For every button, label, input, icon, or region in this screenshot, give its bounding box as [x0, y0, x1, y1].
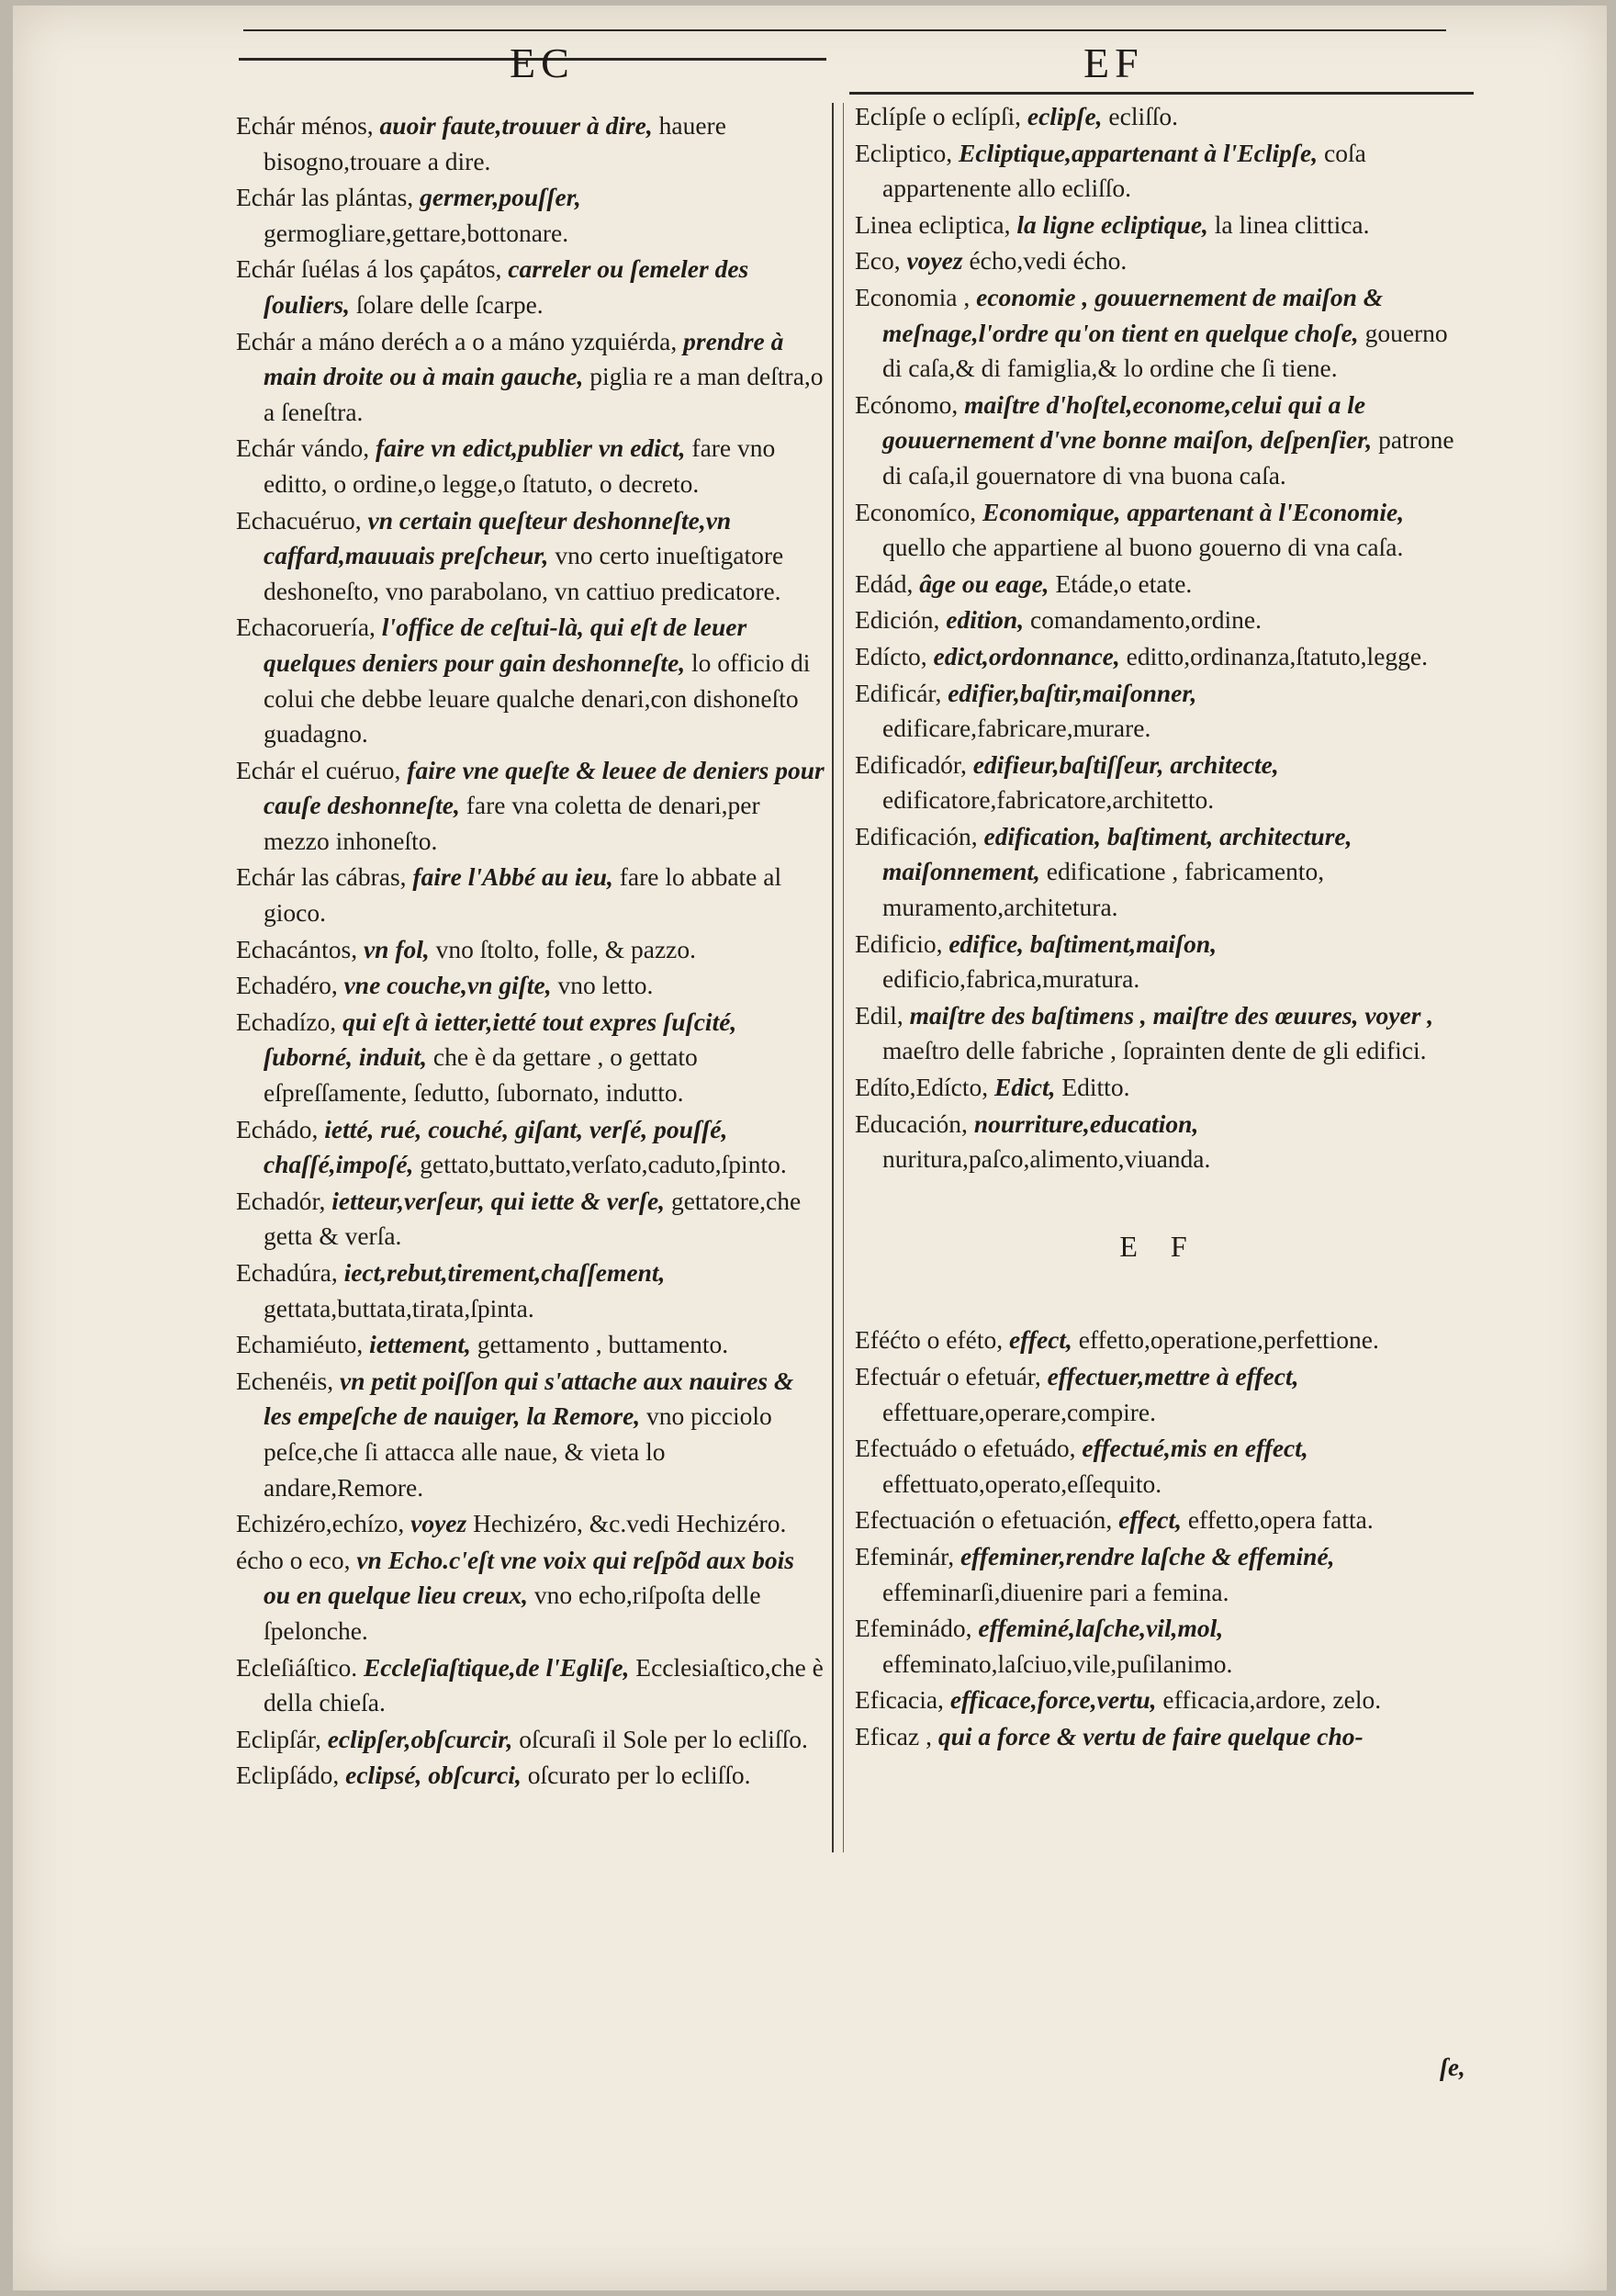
headword: Echamiéuto,	[236, 1330, 364, 1359]
italian-gloss: fare vna coletta de denari,per mezzo inhoneſto.	[264, 791, 760, 855]
dictionary-entry	[855, 602, 1464, 638]
dictionary-entry	[236, 610, 826, 751]
dictionary-entry	[855, 1503, 1464, 1538]
french-gloss: vne couche,vn giſte,	[343, 971, 552, 1000]
italian-gloss: oſcuraſi il Sole per lo ecliſſo.	[519, 1724, 808, 1753]
italian-gloss: Hechizéro, &c.vedi Hechizéro.	[473, 1509, 787, 1538]
dictionary-entry	[855, 1107, 1464, 1177]
headword: Echár vándo,	[236, 433, 370, 463]
dictionary-entry	[855, 676, 1464, 747]
headword: Echádo,	[236, 1114, 319, 1143]
french-gloss: vn Echo.c'eſt vne voix qui reſpõd aux bois ou en quelque lieu creux,	[264, 1545, 794, 1610]
headword: Echenéis,	[236, 1366, 334, 1395]
italian-gloss: effettuato,operato,eſſequito.	[882, 1469, 1162, 1498]
dictionary-entry	[236, 108, 826, 179]
french-gloss: maiſtre d'hoſtel,econome,celui qui a le gouuernement d'vne bonne maiſon, deſpenſier,	[882, 389, 1373, 455]
headword: Eclipſádo,	[236, 1761, 340, 1790]
french-gloss: faire vne queſte & leuee de deniers pour cauſe deshonneſte,	[264, 755, 825, 820]
french-gloss: effeminé,laſche,vil,mol,	[978, 1614, 1224, 1643]
italian-gloss: écho,vedi écho.	[969, 246, 1128, 276]
french-gloss: prendre à main droite ou à main gauche,	[264, 326, 784, 391]
dictionary-entry	[236, 503, 826, 610]
italian-gloss: editto,ordinanza,ſtatuto,legge.	[1126, 641, 1428, 670]
dictionary-entry	[855, 1719, 1464, 1755]
french-gloss: qui eſt à ietter,ietté tout expres ſuſcité, ſuborné, induit,	[264, 1007, 737, 1072]
french-gloss: faire l'Abbé au ieu,	[412, 862, 613, 892]
french-gloss: vn fol,	[363, 934, 430, 963]
french-gloss: ietté, rué, couché, giſant, verſé, pouſſé, chaſſé,impoſé,	[264, 1114, 728, 1179]
headword: Ecleſiáſtico.	[236, 1652, 358, 1682]
italian-gloss: comandamento,ordine.	[1029, 605, 1262, 635]
italian-gloss: coſa appartenente allo ecliſſo.	[882, 138, 1366, 203]
french-gloss: efficace,force,vertu,	[949, 1685, 1157, 1715]
italian-gloss: vno letto.	[557, 971, 654, 1000]
section-heading: E F	[1119, 1229, 1200, 1263]
italian-gloss: nuritura,paſco,alimento,viuanda.	[882, 1144, 1211, 1174]
italian-gloss: Ecclesiaſtico,che è della chieſa.	[264, 1652, 824, 1717]
dictionary-entry	[236, 1722, 826, 1758]
italian-gloss: gettamento , buttamento.	[477, 1330, 729, 1359]
french-gloss: effeminer,rendre laſche & effeminé,	[960, 1541, 1335, 1570]
french-gloss: eclipſer,obſcurcir,	[327, 1724, 513, 1753]
italian-gloss: edificio,fabrica,muratura.	[882, 964, 1140, 994]
italian-gloss: hauere bisogno,trouare a dire.	[264, 111, 726, 175]
french-gloss: Edict,	[994, 1073, 1056, 1102]
french-gloss: maiſtre des baſtimens , maiſtre des œuures, voyer ,	[909, 1000, 1434, 1030]
italian-gloss: efficacia,ardore, zelo.	[1162, 1685, 1382, 1715]
dictionary-entry	[855, 208, 1464, 243]
dictionary-entry	[855, 495, 1464, 566]
italian-gloss: effetto,opera fatta.	[1187, 1505, 1374, 1535]
headword: Economíco,	[855, 497, 977, 526]
dictionary-entry	[236, 180, 826, 251]
headword: Edificio,	[855, 929, 943, 958]
headword: Echadúra,	[236, 1258, 338, 1287]
headword: Eficaz ,	[855, 1721, 932, 1750]
dictionary-entry	[855, 819, 1464, 926]
french-gloss: germer,pouſſer,	[420, 183, 581, 212]
headword: Eféćto o eféto,	[855, 1325, 1004, 1355]
dictionary-entry	[236, 1327, 826, 1363]
italian-gloss: fare lo abbate al gioco.	[264, 862, 782, 928]
headword: Efectuádo o efetuádo,	[855, 1434, 1076, 1463]
italian-gloss: oſcurato per lo ecliſſo.	[527, 1761, 751, 1790]
headword: Echár las plántas,	[236, 183, 414, 212]
headword: Echadór,	[236, 1186, 326, 1215]
headword: Efeminádo,	[855, 1614, 972, 1643]
italian-gloss: effeminato,laſciuo,vile,puſilanimo.	[882, 1649, 1233, 1678]
column-divider	[832, 103, 834, 1852]
dictionary-entry	[855, 1359, 1464, 1430]
italian-gloss: edificare,fabricare,murare.	[882, 714, 1151, 743]
header-rule-right	[849, 92, 1474, 95]
headword: Edificación,	[855, 821, 978, 850]
french-gloss: voyez	[410, 1509, 467, 1538]
dictionary-entry	[855, 99, 1464, 135]
italian-gloss: gettato,buttato,verſato,caduto,ſpinto.	[420, 1150, 787, 1179]
dictionary-entry	[855, 998, 1464, 1069]
header-right-letters: EF	[1083, 39, 1144, 86]
dictionary-entry	[236, 431, 826, 501]
french-gloss: vn certain queſteur deshonneſte,vn caffard,mauuais preſcheur,	[264, 505, 732, 570]
headword: Educación,	[855, 1109, 968, 1138]
headword: Efectuár o efetuár,	[855, 1362, 1041, 1390]
french-gloss: la ligne ecliptique,	[1016, 209, 1208, 239]
french-gloss: Ecliptique,appartenant à l'Eclipſe,	[959, 138, 1319, 167]
french-gloss: nourriture,education,	[973, 1109, 1199, 1138]
french-gloss: edict,ordonnance,	[933, 641, 1120, 670]
italian-gloss: edificatione , fabricamento, muramento,architetura.	[882, 857, 1325, 922]
headword: Echár ſuélas á los çapátos,	[236, 254, 502, 284]
headword: Edíto,Edícto,	[855, 1073, 989, 1102]
italian-gloss: lo officio di colui che debbe leuare qualche denari,con dishoneſto guadagno.	[264, 647, 811, 748]
italian-gloss: vno ſtolto, folle, & pazzo.	[435, 934, 696, 963]
headword: Ecliptico,	[855, 138, 953, 167]
french-gloss: Economique, appartenant à l'Economie,	[982, 497, 1405, 526]
italian-gloss: ſolare delle ſcarpe.	[355, 289, 544, 319]
french-gloss: auoir faute,trouuer à dire,	[379, 111, 653, 140]
dictionary-entry	[855, 243, 1464, 279]
headword: Echacoruería,	[236, 613, 376, 642]
dictionary-entry	[855, 280, 1464, 387]
italian-gloss: effetto,operatione,perfettione.	[1078, 1325, 1379, 1355]
dictionary-entry	[236, 1005, 826, 1111]
french-gloss: iettement,	[369, 1330, 471, 1359]
french-gloss: âge ou eage,	[919, 568, 1049, 598]
french-gloss: edition,	[946, 605, 1025, 635]
french-gloss: faire vn edict,publier vn edict,	[375, 433, 686, 463]
italian-gloss: gouerno di caſa,& di famiglia,& lo ordine che ſi tiene.	[882, 318, 1448, 383]
french-gloss: ietteur,verſeur, qui iette & verſe,	[331, 1186, 666, 1215]
french-gloss: l'office de ceſtui-là, qui eſt de leuer quelques deniers pour gain deshonneſte,	[264, 613, 747, 677]
headword: Echár ménos,	[236, 111, 374, 140]
right-column-bottom	[855, 1322, 1464, 1754]
dictionary-entry	[236, 1543, 826, 1649]
headword: Edificadór,	[855, 749, 967, 779]
french-gloss: carreler ou ſemeler des ſouliers,	[264, 254, 749, 319]
headword: Echár el cuéruo,	[236, 755, 401, 784]
headword: Eficacia,	[855, 1685, 944, 1715]
italian-gloss: piglia re a man deſtra,o a ſeneſtra.	[264, 362, 824, 426]
dictionary-entry	[236, 968, 826, 1004]
headword: Edificár,	[855, 678, 942, 707]
dictionary-entry	[236, 1650, 826, 1721]
left-column	[236, 108, 826, 1795]
italian-gloss: effettuare,operare,compire.	[882, 1397, 1156, 1426]
italian-gloss: quello che appartiene al buono gouerno di vna caſa.	[882, 533, 1404, 562]
dictionary-entry	[855, 1322, 1464, 1358]
dictionary-entry	[236, 1184, 826, 1255]
italian-gloss: Etáde,o etate.	[1055, 568, 1193, 598]
french-gloss: effectuer,mettre à effect,	[1047, 1362, 1299, 1390]
french-gloss: effect,	[1118, 1505, 1183, 1535]
french-gloss: qui a force & vertu de faire quelque cho-	[937, 1721, 1364, 1750]
dictionary-entry	[236, 252, 826, 322]
italian-gloss: vno echo,riſpoſta delle ſpelonche.	[264, 1581, 761, 1645]
dictionary-entry	[236, 1506, 826, 1542]
headword: Edícto,	[855, 641, 927, 670]
headword: écho o eco,	[236, 1545, 351, 1574]
dictionary-entry	[236, 860, 826, 930]
headword: Eco,	[855, 246, 901, 276]
headword: Efectuación o efetuación,	[855, 1505, 1113, 1535]
headword: Ecónomo,	[855, 389, 959, 419]
headword: Edád,	[855, 568, 914, 598]
french-gloss: edifice, baſtiment,maiſon,	[948, 929, 1218, 958]
italian-gloss: fare vno editto, o ordine,o legge,o ſtatuto, o decreto.	[264, 433, 776, 498]
italian-gloss: gettata,buttata,tirata,ſpinta.	[264, 1293, 534, 1322]
header-left-letters: EC	[510, 39, 575, 86]
italian-gloss: effeminarſi,diuenire pari a femina.	[882, 1577, 1229, 1606]
headword: Echacántos,	[236, 934, 358, 963]
italian-gloss: vno certo inueſtigatore deshoneſto, vno parabolano, vn cattiuo predicatore.	[264, 541, 784, 605]
french-gloss: economie , gouuernement de maiſon & meſnage,l'ordre qu'on tient en quelque choſe,	[882, 282, 1384, 347]
dictionary-entry	[236, 753, 826, 860]
headword: Efeminár,	[855, 1541, 955, 1570]
italian-gloss: patrone di caſa,il gouernatore di vna buona caſa.	[882, 425, 1454, 490]
french-gloss: edification, baſtiment, architecture, maiſonnement,	[882, 821, 1352, 886]
french-gloss: vn petit poiſſon qui s'attache aux nauires & les empeſche de nauiger, la Remore,	[264, 1366, 794, 1431]
dictionary-entry	[236, 1255, 826, 1326]
right-column	[855, 99, 1464, 1756]
italian-gloss: gettatore,che getta & verſa.	[264, 1186, 802, 1251]
italian-gloss: la linea clittica.	[1214, 209, 1370, 239]
italian-gloss: edificatore,fabricatore,architetto.	[882, 785, 1215, 815]
dictionary-entry	[236, 1112, 826, 1183]
french-gloss: effectué,mis en effect,	[1082, 1434, 1308, 1463]
italian-gloss: ecliſſo.	[1108, 102, 1179, 130]
dictionary-entry	[236, 324, 826, 431]
italian-gloss: vno picciolo peſce,che ſi attacca alle naue, & vieta lo andare,Remore.	[264, 1401, 772, 1502]
headword: Edición,	[855, 605, 940, 635]
dictionary-entry	[855, 567, 1464, 602]
dictionary-entry	[855, 1539, 1464, 1610]
headword: Linea ecliptica,	[855, 209, 1011, 239]
dictionary-entry	[855, 1431, 1464, 1502]
headword: Echacuéruo,	[236, 505, 362, 535]
dictionary-entry	[236, 1364, 826, 1505]
headword: Eclipſár,	[236, 1724, 321, 1753]
headword: Echár las cábras,	[236, 862, 407, 892]
top-rule	[243, 29, 1446, 31]
dictionary-entry	[855, 136, 1464, 207]
headword: Echár a máno deréch a o a máno yzquiérda,	[236, 326, 678, 355]
dictionary-entry	[855, 639, 1464, 675]
dictionary-entry	[855, 388, 1464, 494]
french-gloss: Eccleſiaſtique,de l'Egliſe,	[363, 1652, 630, 1682]
dictionary-entry	[236, 1758, 826, 1794]
italian-gloss: germogliare,gettare,bottonare.	[264, 218, 569, 247]
italian-gloss: maeſtro delle fabriche , ſoprainten dente de gli edifici.	[882, 1036, 1427, 1065]
french-gloss: eclipſe,	[1027, 102, 1103, 130]
headword: Echizéro,echízo,	[236, 1509, 405, 1538]
headword: Echadéro,	[236, 971, 338, 1000]
french-gloss: eclipsé, obſcurci,	[345, 1761, 522, 1790]
french-gloss: voyez	[906, 246, 963, 276]
column-divider-inner	[843, 103, 844, 1852]
dictionary-entry	[855, 1070, 1464, 1106]
right-column-top	[855, 99, 1464, 1177]
french-gloss: edifieur,baſtiſſeur, architecte,	[972, 749, 1279, 779]
headword: Economia ,	[855, 282, 971, 311]
headword: Edil,	[855, 1000, 903, 1030]
headword: Eclípſe o eclípſi,	[855, 102, 1021, 130]
headword: Echadízo,	[236, 1007, 337, 1036]
dictionary-entry	[855, 1683, 1464, 1718]
catchword: ſe,	[1440, 2054, 1465, 2081]
dictionary-entry	[855, 927, 1464, 997]
dictionary-entry	[236, 932, 826, 968]
french-gloss: effect,	[1008, 1325, 1072, 1355]
italian-gloss: che è da gettare , o gettato eſpreſſamente, ſedutto, ſubornato, indutto.	[264, 1042, 698, 1108]
italian-gloss: Editto.	[1061, 1073, 1130, 1102]
french-gloss: edifier,baſtir,maiſonner,	[948, 678, 1197, 707]
dictionary-entry	[855, 748, 1464, 818]
dictionary-entry	[855, 1611, 1464, 1682]
french-gloss: iect,rebut,tirement,chaſſement,	[343, 1258, 666, 1287]
